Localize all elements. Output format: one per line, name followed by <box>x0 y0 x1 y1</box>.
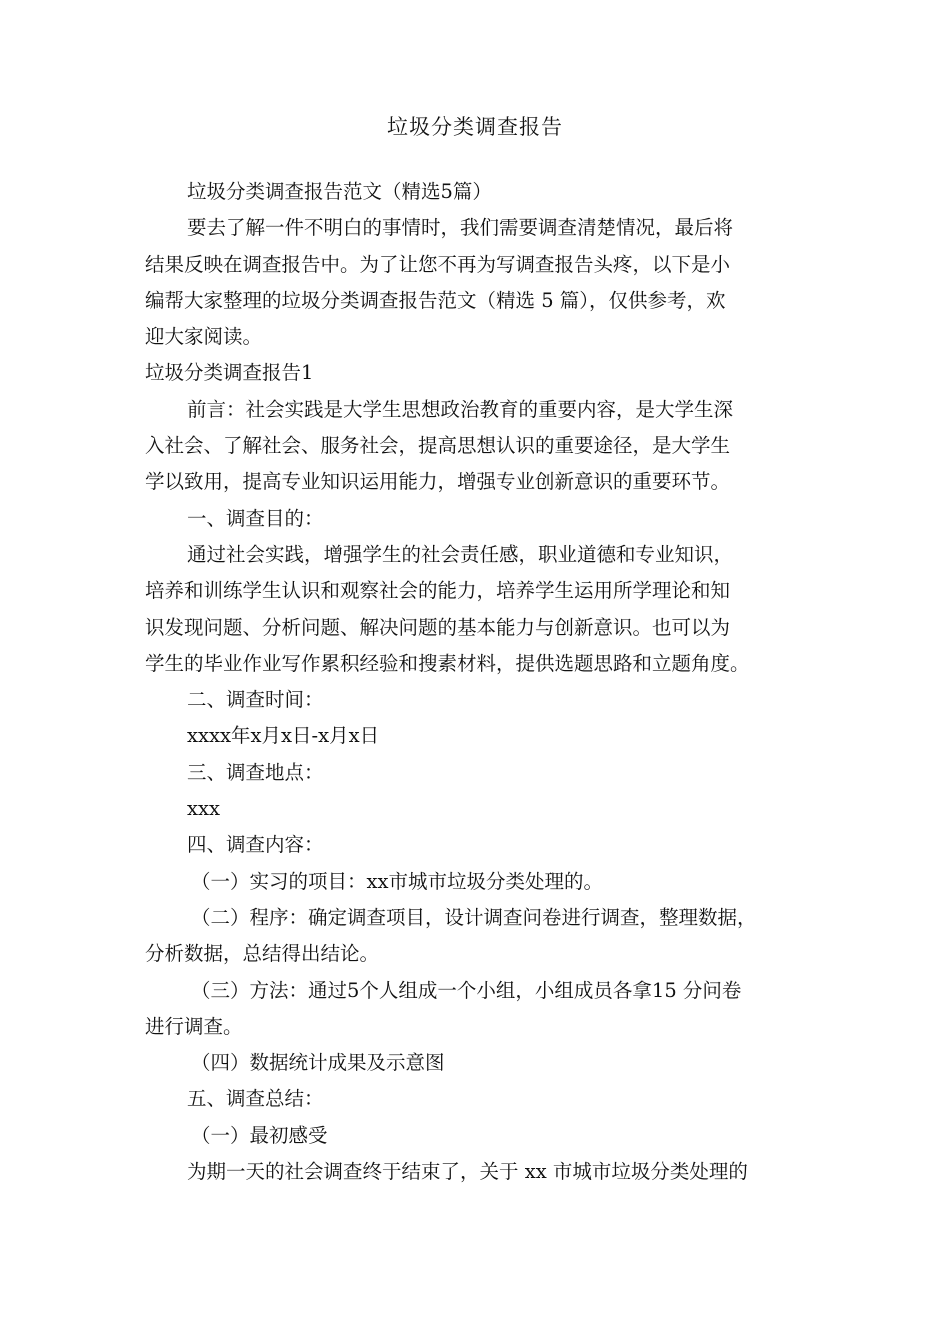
paragraph-line: 培养和训练学生认识和观察社会的能力，培养学生运用所学理论和知 <box>145 579 731 603</box>
subtitle-line: 垃圾分类调查报告范文（精选5篇） <box>187 180 492 203</box>
paragraph-line: 要去了解一件不明白的事情时，我们需要调查清楚情况，最后将 <box>187 216 734 240</box>
section-heading: 二、调查时间： <box>187 688 324 712</box>
section-heading: 三、调查地点： <box>187 760 324 784</box>
section-heading: 垃圾分类调查报告1 <box>145 361 314 385</box>
section-heading: 五、调查总结： <box>187 1087 324 1111</box>
document-body <box>145 174 825 1190</box>
section-heading: 四、调查内容： <box>187 833 324 857</box>
paragraph-line: 分析数据，总结得出结论。 <box>145 942 380 966</box>
paragraph-line: 结果反映在调查报告中。为了让您不再为写调查报告头疼，以下是小 <box>145 252 731 276</box>
list-item: （一）最初感受 <box>191 1123 328 1147</box>
list-item: （三）方法：通过5个人组成一个小组，小组成员各拿15 分问卷 <box>191 978 742 1002</box>
paragraph-line: 学生的毕业作业写作累积经验和搜素材料，提供选题思路和立题角度。 <box>145 651 750 675</box>
paragraph-line: 为期一天的社会调查终于结束了，关于 xx 市城市垃圾分类处理的 <box>187 1160 748 1184</box>
paragraph-line: 识发现问题、分析问题、解决问题的基本能力与创新意识。也可以为 <box>145 615 731 639</box>
paragraph-line: 学以致用，提高专业知识运用能力，增强专业创新意识的重要环节。 <box>145 470 731 494</box>
paragraph-line: xxx <box>187 797 220 821</box>
paragraph-line: 前言：社会实践是大学生思想政治教育的重要内容，是大学生深 <box>187 397 734 421</box>
paragraph-line: xxxx年x月x日-x月x日 <box>187 724 380 748</box>
document-title: 垃圾分类调查报告 <box>387 115 563 139</box>
section-heading: 一、调查目的： <box>187 506 324 530</box>
paragraph-line: 迎大家阅读。 <box>145 325 263 349</box>
list-item: （二）程序：确定调查项目，设计调查问卷进行调查，整理数据， <box>191 905 757 929</box>
list-item: （一）实习的项目：xx市城市垃圾分类处理的。 <box>191 869 603 893</box>
paragraph-line: 通过社会实践，增强学生的社会责任感，职业道德和专业知识， <box>187 542 734 566</box>
paragraph-line: 编帮大家整理的垃圾分类调查报告范文（精选 5 篇），仅供参考，欢 <box>145 288 726 312</box>
paragraph-line: 入社会、了解社会、服务社会，提高思想认识的重要途径，是大学生 <box>145 434 731 458</box>
paragraph-line: 进行调查。 <box>145 1014 243 1038</box>
list-item: （四）数据统计成果及示意图 <box>191 1051 445 1075</box>
